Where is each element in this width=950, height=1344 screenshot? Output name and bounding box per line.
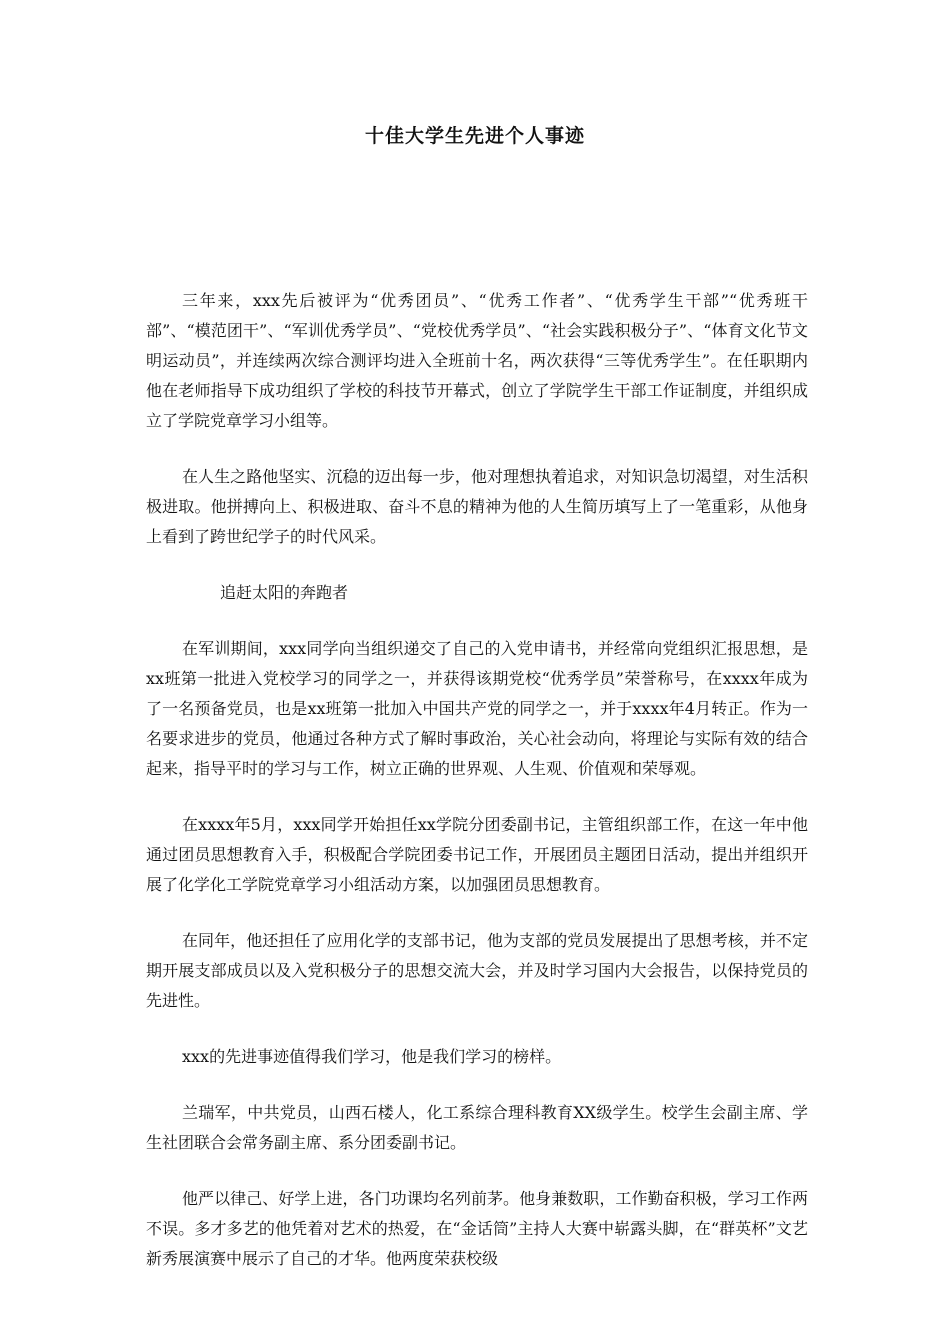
document-title: 十佳大学生先进个人事迹 bbox=[364, 125, 585, 147]
paragraph-achievements: 他严以律己、好学上进，各门功课均名列前茅。他身兼数职，工作勤奋积极，学习工作两不误。多才多艺的他凭着对艺术的热爱，在“金话筒”主持人大赛中崭露头脚，在“群英杯”文艺新秀展演赛中展示了自己的才华。他两度荣获校级 bbox=[146, 1189, 808, 1268]
paragraph-profile: 兰瑞军，中共党员，山西石楼人，化工系综合理科教育XX级学生。校学生会副主席、学生社团联合会常务副主席、系分团委副书记。 bbox=[146, 1103, 808, 1152]
section-subheading: 追赶太阳的奔跑者 bbox=[220, 583, 349, 602]
document-body bbox=[146, 286, 808, 1300]
paragraph-role-model: xxx的先进事迹值得我们学习，他是我们学习的榜样。 bbox=[182, 1047, 562, 1066]
paragraph-league-work: 在xxxx年5月，xxx同学开始担任xx学院分团委副书记，主管组织部工作，在这一年中他通过团员思想教育入手，积极配合学院团委书记工作，开展团员主题团日活动，提出并组织开展了化学化工学院党章学习小组活动方案，以加强团员思想教育。 bbox=[146, 815, 808, 894]
paragraph-honors: 三年来，xxx先后被评为“优秀团员”、“优秀工作者”、“优秀学生干部”“优秀班干部”、“模范团干”、“军训优秀学员”、“党校优秀学员”、“社会实践积极分子”、“体育文化节文明运动员”，并连续两次综合测评均进入全班前十名，两次获得“三等优秀学生”。在任职期内他在老师指导下成功组织了学校的科技节开幕式，创立了学院学生干部工作证制度，并组织成立了学院党章学习小组等。 bbox=[146, 291, 808, 430]
paragraph-character: 在人生之路他坚实、沉稳的迈出每一步，他对理想执着追求，对知识急切渴望，对生活积极进取。他拼搏向上、积极进取、奋斗不息的精神为他的人生简历填写上了一笔重彩，从他身上看到了跨世纪学子的时代风采。 bbox=[146, 467, 808, 546]
paragraph-party-membership: 在军训期间，xxx同学向当组织递交了自己的入党申请书，并经常向党组织汇报思想，是xx班第一批进入党校学习的同学之一，并获得该期党校“优秀学员”荣誉称号，在xxxx年成为了一名预备党员，也是xx班第一批加入中国共产党的同学之一，并于xxxx年4月转正。作为一名要求进步的党员，他通过各种方式了解时事政治，关心社会动向，将理论与实际有效的结合起来，指导平时的学习与工作，树立正确的世界观、人生观、价值观和荣辱观。 bbox=[146, 639, 808, 778]
paragraph-branch-secretary: 在同年，他还担任了应用化学的支部书记，他为支部的党员发展提出了思想考核，并不定期开展支部成员以及入党积极分子的思想交流大会，并及时学习国内大会报告，以保持党员的先进性。 bbox=[146, 931, 808, 1010]
